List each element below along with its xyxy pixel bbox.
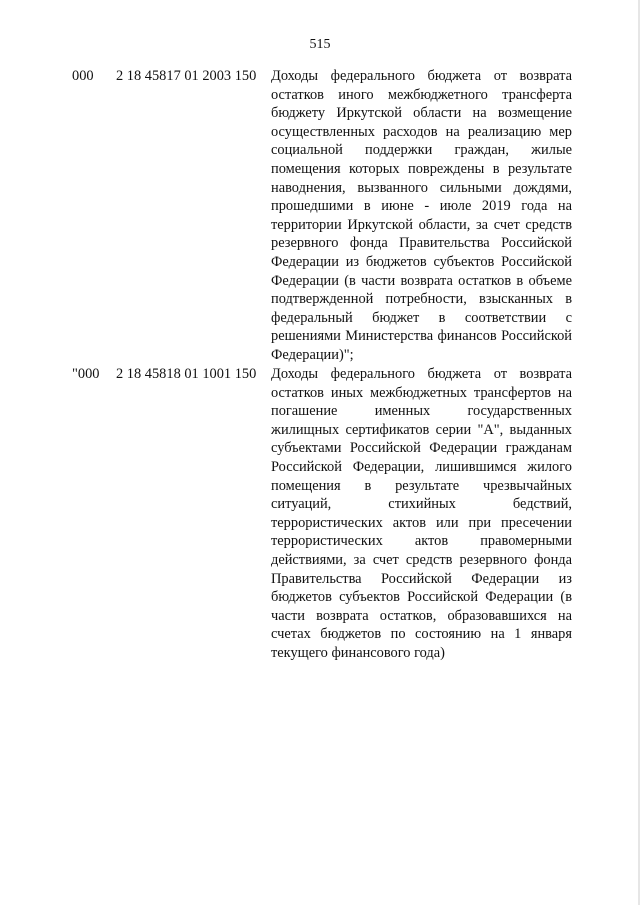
kbk-code: 2 18 45817 01 2003 150 [116,68,257,84]
admin-code: "000 [72,366,100,382]
entry-description: Доходы федерального бюджета от возврата остатков иного межбюджетного трансферта бюджету Иркутской области на возмещение осуществленных расходов на реализацию мер социальной поддержки граждан, жилые помещения которых повреждены в результате наводнения, вызванного сильными дождями, прошедшими в июне - июле 2019 года на территории Иркутской области, за счет средств резервного фонда Правительства Российской Федерации из бюджетов субъектов Российской Федерации (в части возврата остатков в объеме подтвержденной потребности, взысканных в федеральный бюджет в соответствии с решениями Министерства финансов Российской Федерации)"; [271,68,572,363]
page-number: 515 [309,37,331,52]
admin-code: 000 [72,68,94,84]
kbk-code: 2 18 45818 01 1001 150 [116,366,257,382]
entry-description: Доходы федерального бюджета от возврата остатков иных межбюджетных трансфертов на погашение именных государственных жилищных сертификатов серии "А", выданных субъектами Российской Федерации гражданам Российской Федерации, лишившимся жилого помещения в результате чрезвычайных ситуаций, стихийных бедствий, террористических актов или при пресечении террористических актов правомерными действиями, за счет средств резервного фонда Правительства Российской Федерации из бюджетов субъектов Российской Федерации (в части возврата остатков, образовавшихся на счетах бюджетов по состоянию на 1 января текущего финансового года) [271,366,572,661]
